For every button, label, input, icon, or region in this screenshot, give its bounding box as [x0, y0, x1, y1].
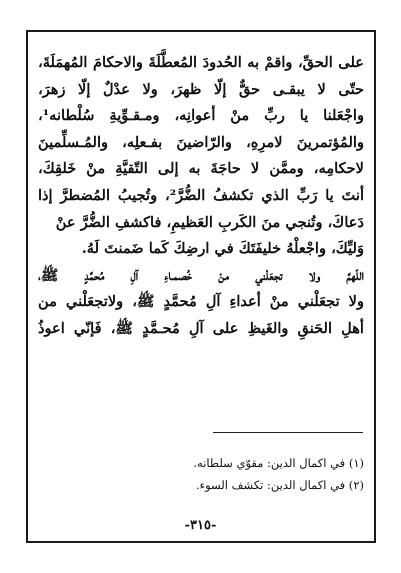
text-line: حتّى لا يبقـى حقٌّ إلّا ظهرَ، ولا عدْلٌ إلّا زهرَ، — [38, 80, 364, 98]
main-text — [38, 50, 364, 343]
text-line: لاحكامِه، وممَّن لا حاجَةَ به إلى التّقيَّةِ منْ خَلقِكَ، — [38, 160, 364, 178]
footnote-separator — [213, 432, 363, 433]
text-line: علی الحقِّ، واقمْ به الحُدودَ المُعطَّلَةَ والاحكامَ المُهمَلَةَ، — [38, 54, 364, 71]
text-line: واجْعَلنا يا ربِّ منْ أعوانِه، ومـقـوِّيةِ سُلْطانه¹، — [38, 107, 364, 125]
text-line: دَعاكَ، وتُنجي منَ الكَربِ العَظيمِ، فاكشفِ الضُّرَّ عنْ — [55, 213, 364, 231]
text-line: ولا تجعَلْني منْ أعداءِ آلِ مُحمَّدٍ ﷺ، ولاتجعَلْني من — [38, 293, 364, 311]
footnote: (٢) في اكمال الدين: تكشف السوء. — [196, 478, 364, 492]
text-line: والمُؤتمرينَ لامرِهِ، والرّاضينَ بفـعلِه، والمُـسلِّمينَ — [38, 133, 364, 151]
text-line: أهلِ الحَنقِ والغَيظِ على آلِ مُحـمَّدٍ ﷺ، فَإنّي اعوذُ — [38, 319, 364, 337]
footnotes — [38, 452, 364, 496]
text-line: أنتَ يا رَبِّ الذي تكشفُ الضُّرَّ²، وتُجيبُ المُضطرَّ إذا — [38, 186, 364, 204]
text-line: اللّهمَّ ولا تجعَلْني منْ خُصمـاءِ آلِ مُحمَّدٍ ﷺ، — [38, 266, 364, 284]
page-number: -٣١٥- — [184, 518, 217, 533]
footnote: (١) في اكمال الدين: مقوّي سلطانه. — [193, 456, 364, 470]
text-line: وَليِّكَ، واجْعلْهُ خليفَتَكَ في ارضِكَ كَما ضَمنتَ لَهُ. — [81, 240, 364, 258]
